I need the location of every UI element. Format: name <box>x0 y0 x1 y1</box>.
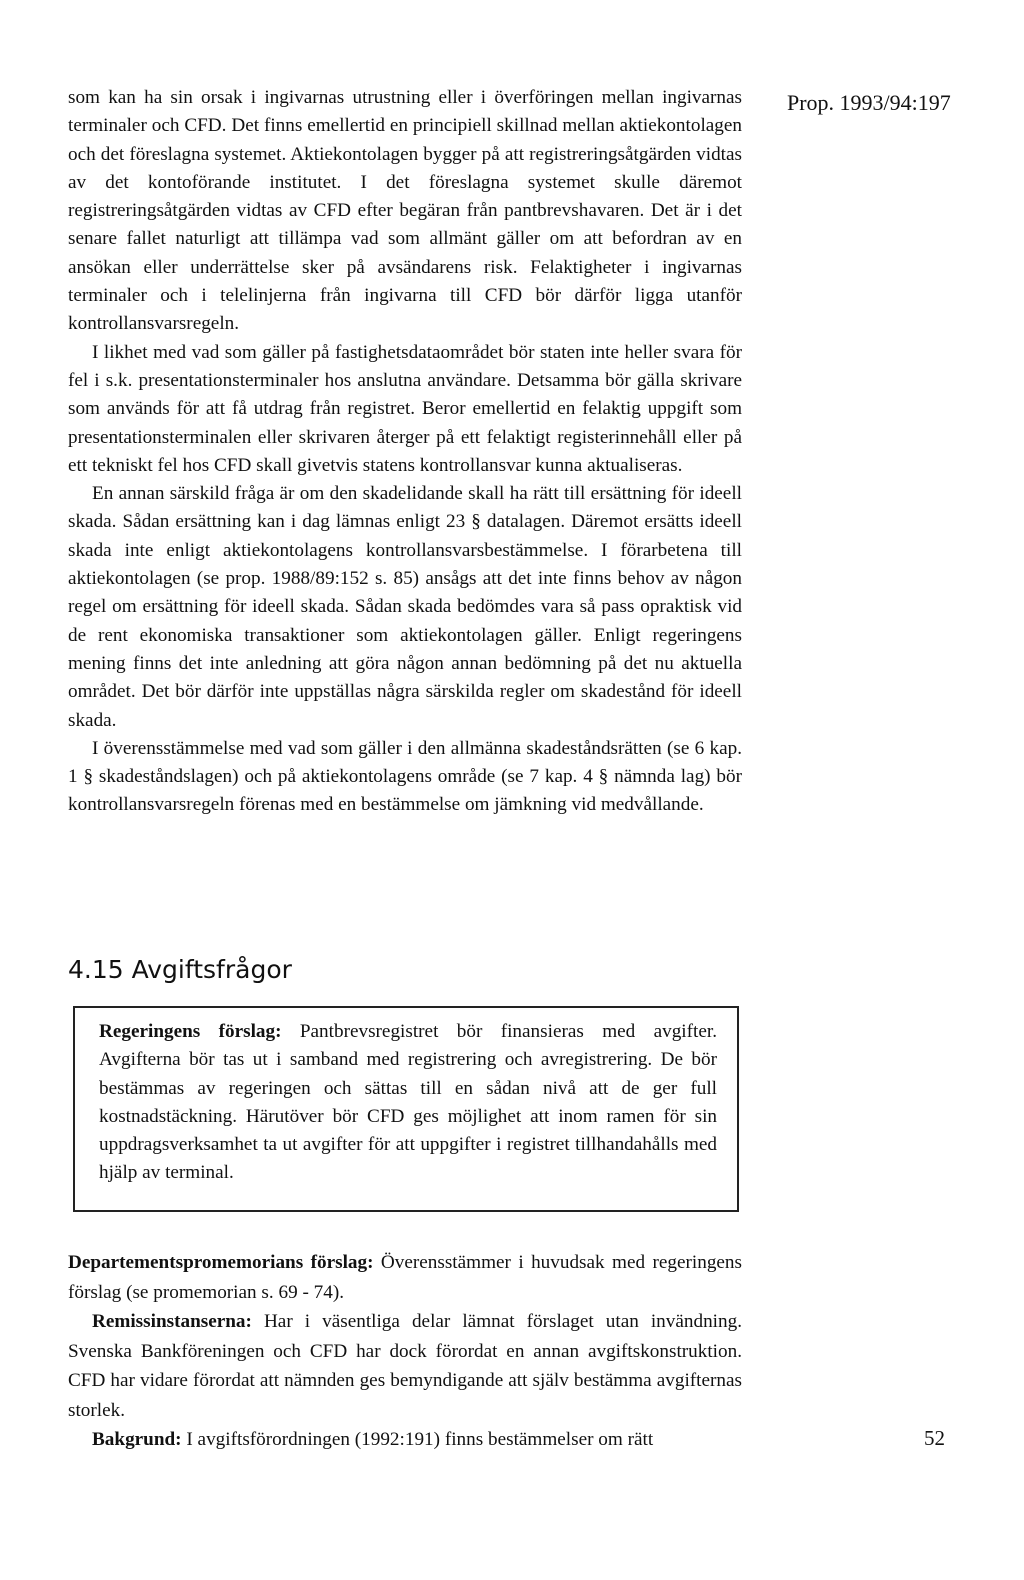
section-heading: 4.15 Avgiftsfrågor <box>68 955 292 984</box>
body-text <box>68 84 742 820</box>
paragraph-label: Bakgrund: <box>92 1429 182 1450</box>
proposal-text: Pantbrevsregistret bör finansieras med avgifter. Avgifterna bör tas ut i samband med registrering och avregistrering. De bör bestämmas av regeringen och sättas till en sådan nivå att de ger full kostnadstäckning. Härutöver bör CFD ges möjlighet att inom ramen för sin uppdragsverksamhet ta ut avgifter för att uppgifter i registret tillhandahålls med hjälp av terminal. <box>99 1021 717 1184</box>
paragraph-text: I avgiftsförordningen (1992:191) finns bestämmelser om rätt <box>181 1429 654 1450</box>
paragraph <box>68 1425 742 1455</box>
page-number: 52 <box>924 1426 945 1450</box>
paragraph-label: Remissinstanserna: <box>92 1311 252 1332</box>
paragraph: I överensstämmelse med vad som gäller i den allmänna skadeståndsrätten (se 6 kap. 1 § skadeståndslagen) och på aktiekontolagens område (se 7 kap. 4 § nämnda lag) bör kontrollansvarsregeln förenas med en bestämmelse om jämkning vid medvållande. <box>68 737 742 816</box>
paragraph: som kan ha sin orsak i ingivarnas utrustning eller i överföringen mellan ingivarnas terminaler och CFD. Det finns emellertid en principiell skillnad mellan aktiekontolagen och det föreslagna systemet. Aktiekontolagen bygger på att registreringsåtgärden vidtas av det kontoförande institutet. I det föreslagna systemet skulle däremot registreringsåtgärden vidtas av CFD efter begäran från pantbrevshavaren. Det är i det senare fallet naturligt att tillämpa vad som allmänt gäller om att befordran av en ansökan eller underrättelse sker på avsändarens risk. Felaktigheter i ingivarnas terminaler och i telelinjerna från ingivarna till CFD bör därför ligga utanför kontrollansvarsregeln. <box>68 87 742 335</box>
proposal-label: Regeringens förslag: <box>99 1021 282 1042</box>
paragraph: En annan särskild fråga är om den skadelidande skall ha rätt till ersättning för ideell skada. Sådan ersättning kan i dag lämnas enligt 23 § datalagen. Däremot ersätts ideell skada inte enligt aktiekontolagens kontrollansvarsbestämmelse. I förarbetena till aktiekontolagen (se prop. 1988/89:152 s. 85) ansågs att det inte finns behov av någon regel om ersättning för ideell skada. Sådan skada bedömdes vara så pass opraktisk vid de rent ekonomiska transaktioner som aktiekontolagen gäller. Enligt regeringens mening finns det inte anledning att göra någon annan bedömning på det nu aktuella området. Det bör därför inte uppställas några särskilda regler om skadestånd för ideell skada. <box>68 483 742 731</box>
paragraph: I likhet med vad som gäller på fastighetsdataområdet bör staten inte heller svara för fel i s.k. presentationsterminaler hos anslutna användare. Detsamma bör gälla skrivare som används för att få utdrag från registret. Beror emellertid en felaktig uppgift som presentationsterminalen eller skrivaren återger på ett felaktigt registerinnehåll eller på ett tekniskt fel hos CFD skall givetvis statens kontrollansvar kunna aktualiseras. <box>68 341 742 476</box>
document-reference: Prop. 1993/94:197 <box>787 90 951 115</box>
paragraph <box>68 1307 742 1425</box>
lower-text <box>68 1248 742 1455</box>
proposal-paragraph <box>99 1018 717 1188</box>
paragraph <box>68 1248 742 1307</box>
proposal-box <box>73 1006 739 1212</box>
paragraph-label: Departementspromemorians förslag: <box>68 1252 374 1273</box>
paragraph-text: Har i väsentliga delar lämnat förslaget utan invändning. Svenska Bankföreningen och CFD har dock förordat en annan avgiftskonstruktion. CFD har vidare förordat att nämnden ges bemyndigande att själv bestämma avgifternas storlek. <box>68 1311 742 1421</box>
paragraph-text: Överensstämmer i huvudsak med regeringens förslag (se promemorian s. 69 - 74). <box>68 1252 742 1303</box>
